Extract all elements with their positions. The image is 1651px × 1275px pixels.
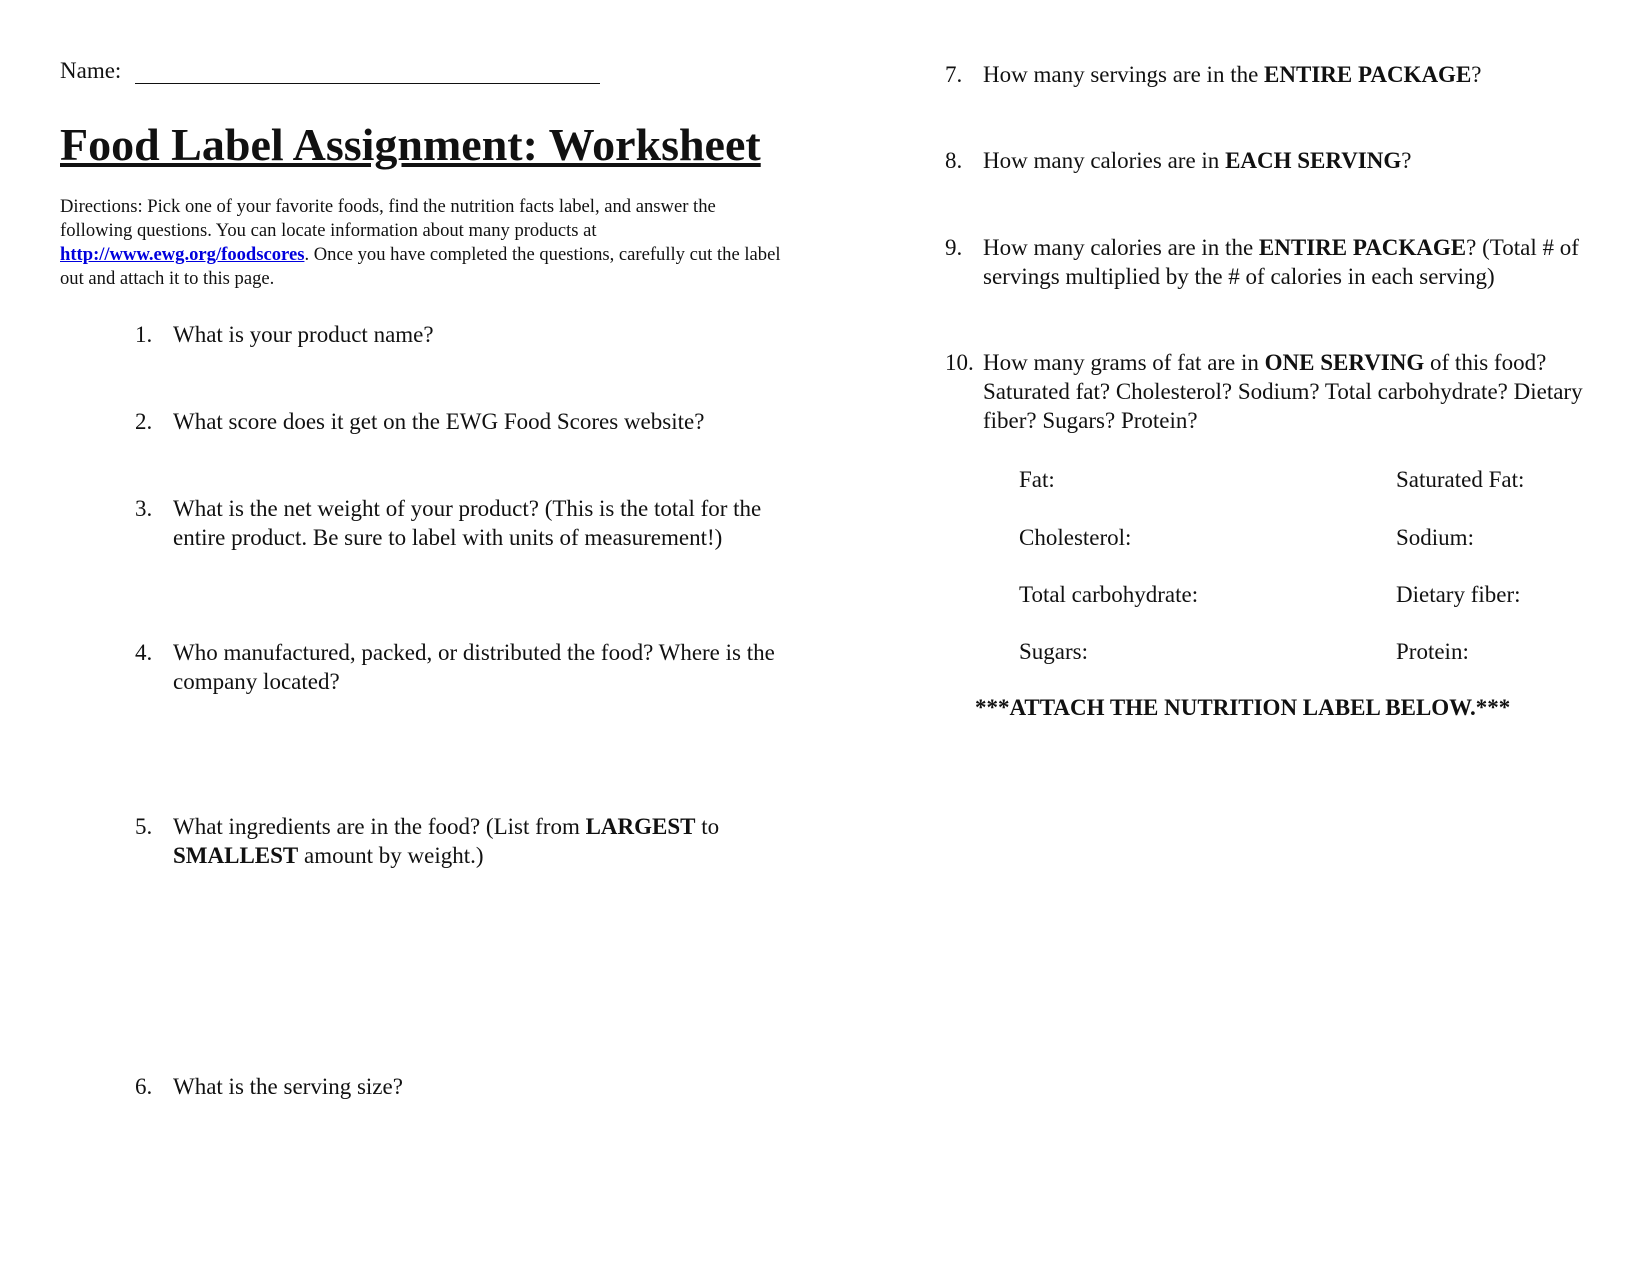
question-number: 5. bbox=[135, 814, 153, 839]
question-number: 7. bbox=[945, 62, 963, 87]
question-6 bbox=[135, 1072, 795, 1101]
question-text-part: of this food? Saturated fat? Cholesterol? Sodium? Total carbohydrate? Dietary fiber? Sugars? Protein? bbox=[983, 350, 1583, 433]
nutrient-fat: Fat: bbox=[1019, 467, 1055, 492]
attach-label-note: ***ATTACH THE NUTRITION LABEL BELOW.*** bbox=[975, 695, 1511, 720]
question-2 bbox=[135, 407, 795, 436]
name-field[interactable] bbox=[135, 61, 600, 84]
question-number: 9. bbox=[945, 235, 963, 260]
emphasis-largest: LARGEST bbox=[585, 814, 696, 839]
nutrient-sodium: Sodium: bbox=[1396, 525, 1474, 550]
question-text bbox=[945, 60, 1610, 89]
emphasis-smallest: SMALLEST bbox=[173, 843, 299, 868]
question-text bbox=[945, 233, 1610, 291]
question-5 bbox=[135, 812, 795, 870]
question-number: 1. bbox=[135, 322, 153, 347]
question-text-part: amount by weight.) bbox=[298, 843, 484, 868]
question-text: What is the net weight of your product? (This is the total for the entire product. Be sure to label with units of measurement!) bbox=[173, 496, 762, 550]
question-text: What is the serving size? bbox=[173, 1074, 403, 1099]
question-9 bbox=[945, 233, 1610, 291]
question-text: What is your product name? bbox=[173, 322, 434, 347]
question-text bbox=[135, 812, 795, 870]
question-8 bbox=[945, 146, 1610, 175]
question-number: 4. bbox=[135, 640, 153, 665]
nutrient-protein: Protein: bbox=[1396, 639, 1469, 664]
directions bbox=[60, 195, 790, 291]
nutrient-dietary-fiber: Dietary fiber: bbox=[1396, 582, 1521, 607]
question-text-part: How many grams of fat are in bbox=[983, 350, 1265, 375]
emphasis-entire-package: ENTIRE PACKAGE bbox=[1258, 235, 1467, 260]
nutrient-cholesterol: Cholesterol: bbox=[1019, 525, 1132, 550]
question-number: 6. bbox=[135, 1074, 153, 1099]
question-number: 2. bbox=[135, 409, 153, 434]
question-text-part: How many servings are in the bbox=[983, 62, 1265, 87]
directions-text-after: . Once you have completed the questions, carefully cut the label out and attach it to this page. bbox=[60, 244, 781, 289]
question-text-part: How many calories are in the bbox=[983, 235, 1259, 260]
question-text: What score does it get on the EWG Food Scores website? bbox=[173, 409, 705, 434]
nutrient-saturated-fat: Saturated Fat: bbox=[1396, 467, 1525, 492]
emphasis-entire-package: ENTIRE PACKAGE bbox=[1264, 62, 1472, 87]
question-text-part: What ingredients are in the food? (List from bbox=[173, 814, 586, 839]
nutrient-sugars: Sugars: bbox=[1019, 639, 1088, 664]
question-3 bbox=[135, 494, 795, 552]
question-text-part: ? (Total # of servings multiplied by the # of calories in each serving) bbox=[983, 235, 1579, 289]
ewg-link[interactable]: http://www.ewg.org/foodscores bbox=[60, 244, 305, 265]
question-7 bbox=[945, 60, 1610, 89]
question-text bbox=[945, 348, 1610, 435]
emphasis-each-serving: EACH SERVING bbox=[1225, 148, 1402, 173]
name-row bbox=[60, 58, 600, 84]
emphasis-one-serving: ONE SERVING bbox=[1264, 350, 1425, 375]
question-1 bbox=[135, 320, 795, 349]
question-number: 3. bbox=[135, 496, 153, 521]
question-4 bbox=[135, 638, 795, 696]
question-text-part: to bbox=[695, 814, 720, 839]
question-number: 10. bbox=[945, 350, 974, 375]
page-title: Food Label Assignment: Worksheet bbox=[60, 119, 761, 170]
question-text: Who manufactured, packed, or distributed the food? Where is the company located? bbox=[173, 640, 775, 694]
nutrient-total-carbohydrate: Total carbohydrate: bbox=[1019, 582, 1199, 607]
question-text-part: ? bbox=[1471, 62, 1482, 87]
question-number: 8. bbox=[945, 148, 963, 173]
name-label: Name: bbox=[60, 58, 122, 83]
question-text bbox=[945, 146, 1610, 175]
question-text-part: ? bbox=[1401, 148, 1412, 173]
question-text-part: How many calories are in bbox=[983, 148, 1226, 173]
question-10 bbox=[945, 348, 1610, 435]
directions-text-before: Directions: Pick one of your favorite foods, find the nutrition facts label, and answer the following questions. You can locate information about many products at bbox=[60, 196, 716, 241]
